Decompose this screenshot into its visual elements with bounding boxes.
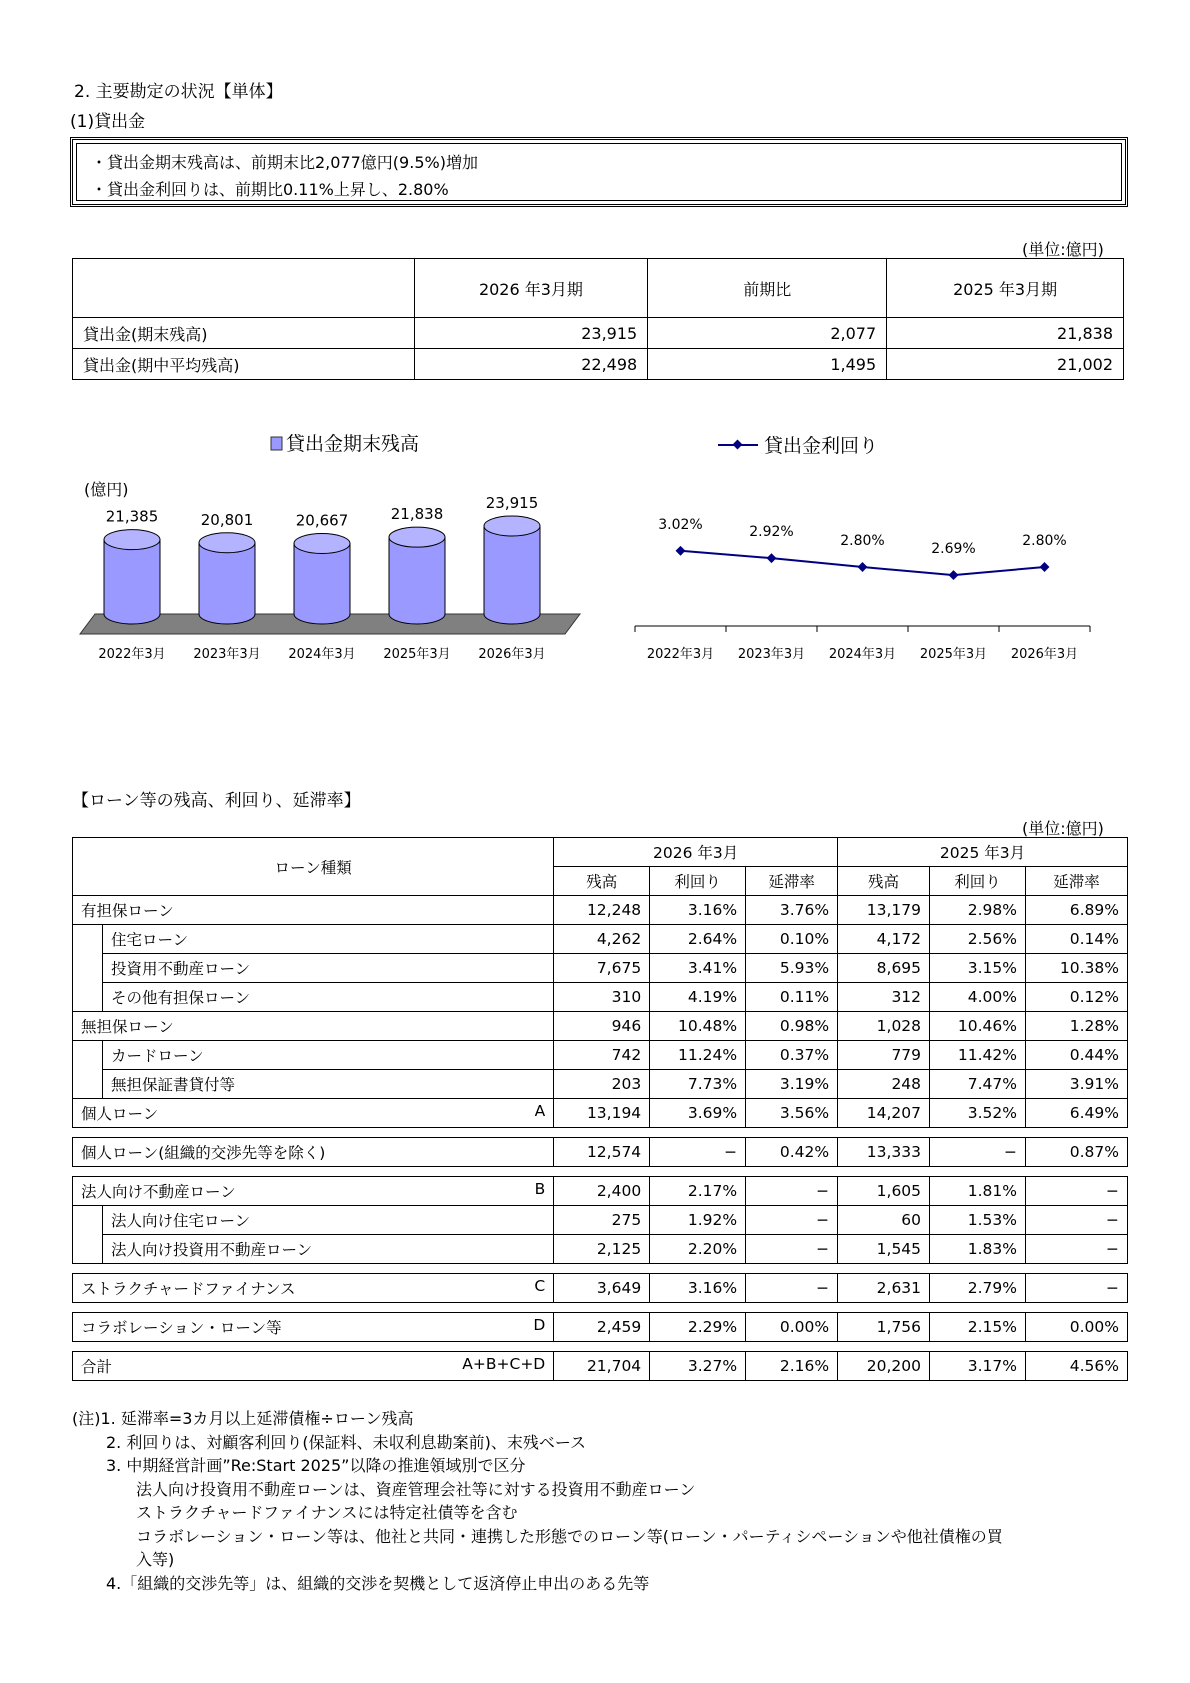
gap-cell bbox=[73, 1264, 1128, 1274]
row-label-text: 無担保ローン bbox=[81, 1018, 174, 1036]
bar bbox=[199, 533, 255, 624]
table-row bbox=[73, 1041, 1128, 1070]
indent-spacer bbox=[73, 1041, 103, 1070]
cell: 0.42% bbox=[746, 1138, 838, 1167]
cell: 3.19% bbox=[746, 1070, 838, 1099]
row-tag: A+B+C+D bbox=[462, 1355, 546, 1373]
bar-top bbox=[104, 530, 160, 550]
cell: 23,915 bbox=[414, 318, 648, 349]
table1-header-2026: 2026 年3月期 bbox=[414, 259, 648, 318]
cell: 0.87% bbox=[1025, 1138, 1127, 1167]
cell: 6.89% bbox=[1025, 896, 1127, 925]
table-row bbox=[73, 925, 1128, 954]
cell: 3.16% bbox=[650, 896, 746, 925]
note-line: 法人向け投資用不動産ローンは、資産管理会社等に対する投資用不動産ローン bbox=[136, 1479, 696, 1499]
cell: 203 bbox=[554, 1070, 650, 1099]
subsection-title: (1)貸出金 bbox=[70, 112, 146, 132]
gap-cell bbox=[73, 1342, 1128, 1352]
row-label-wrap bbox=[81, 899, 545, 921]
row-label-wrap bbox=[81, 1180, 545, 1202]
row-label-text: 合計 bbox=[81, 1358, 113, 1376]
indent-spacer bbox=[73, 954, 103, 983]
cell: 20,200 bbox=[838, 1352, 930, 1381]
cell: 4.19% bbox=[650, 983, 746, 1012]
bar-body bbox=[199, 543, 255, 624]
table1-header-diff: 前期比 bbox=[648, 259, 887, 318]
line-data-label: 2.80% bbox=[1022, 533, 1067, 549]
row-label-wrap bbox=[81, 1355, 545, 1377]
cell: 2.98% bbox=[930, 896, 1026, 925]
indent-spacer bbox=[73, 925, 103, 954]
row-label-text: 法人向け不動産ローン bbox=[81, 1183, 236, 1201]
cell: 1,028 bbox=[838, 1012, 930, 1041]
note-line: 2. 利回りは、対顧客利回り(保証料、未収利息勘案前)、末残ベース bbox=[106, 1432, 587, 1452]
row-label-text: 住宅ローン bbox=[110, 931, 189, 949]
cell: 3.27% bbox=[650, 1352, 746, 1381]
cell: 13,179 bbox=[838, 896, 930, 925]
row-label-text: カードローン bbox=[110, 1047, 204, 1065]
row-gap bbox=[73, 1342, 1128, 1352]
indent-spacer bbox=[73, 1206, 103, 1235]
table-row bbox=[73, 349, 1124, 380]
cell: − bbox=[650, 1138, 746, 1167]
row-label-text: 法人向け住宅ローン bbox=[110, 1212, 251, 1230]
line-point bbox=[858, 562, 868, 572]
cell: 0.44% bbox=[1025, 1041, 1127, 1070]
note-line: コラボレーション・ローン等は、他社と共同・連携した形態でのローン等(ローン・パーティシペーションや他社債権の買 bbox=[136, 1526, 1003, 1546]
cell: 10.48% bbox=[650, 1012, 746, 1041]
row-gap bbox=[73, 1303, 1128, 1313]
row-label bbox=[102, 1041, 553, 1070]
cell: − bbox=[746, 1206, 838, 1235]
bar-data-label: 23,915 bbox=[485, 494, 539, 512]
table-row bbox=[73, 1352, 1128, 1381]
line-point bbox=[949, 570, 959, 580]
sub-header: 利回り bbox=[650, 867, 746, 896]
cell: 12,574 bbox=[554, 1138, 650, 1167]
balance-bar-chart bbox=[70, 420, 630, 720]
table-row bbox=[73, 1138, 1128, 1167]
bar-body bbox=[484, 526, 540, 624]
line-category-label: 2024年3月 bbox=[828, 647, 897, 662]
cell: 3.76% bbox=[746, 896, 838, 925]
cell: − bbox=[746, 1177, 838, 1206]
bar bbox=[389, 527, 445, 624]
cell: 3.17% bbox=[930, 1352, 1026, 1381]
row-label-wrap bbox=[111, 986, 545, 1008]
row-label-text: ストラクチャードファイナンス bbox=[81, 1280, 296, 1298]
row-label bbox=[102, 1235, 553, 1264]
row-label-wrap bbox=[111, 1044, 545, 1066]
cell: 1.81% bbox=[930, 1177, 1026, 1206]
table-row bbox=[73, 1274, 1128, 1303]
row-label-wrap bbox=[111, 928, 545, 950]
cell: 1.83% bbox=[930, 1235, 1026, 1264]
cell: 10.38% bbox=[1025, 954, 1127, 983]
cell: − bbox=[1025, 1274, 1127, 1303]
row-label bbox=[102, 983, 553, 1012]
cell: 60 bbox=[838, 1206, 930, 1235]
bar-top bbox=[294, 533, 350, 553]
section-title: 2. 主要勘定の状況【単体】 bbox=[74, 82, 283, 102]
row-label-text: 法人向け投資用不動産ローン bbox=[110, 1241, 313, 1259]
row-label bbox=[73, 1177, 554, 1206]
cell: − bbox=[1025, 1206, 1127, 1235]
cell: 2.15% bbox=[930, 1313, 1026, 1342]
row-label bbox=[73, 1352, 554, 1381]
bar-body bbox=[294, 543, 350, 624]
cell: 0.00% bbox=[746, 1313, 838, 1342]
line-data-label: 2.69% bbox=[931, 541, 976, 558]
bar-category-label: 2022年3月 bbox=[98, 647, 166, 662]
row-label: 貸出金(期末残高) bbox=[73, 318, 415, 349]
line-data-label: 3.02% bbox=[658, 516, 703, 533]
table1-header-blank bbox=[73, 259, 415, 318]
yield-line-chart bbox=[630, 420, 1130, 720]
cell: 946 bbox=[554, 1012, 650, 1041]
line-legend-marker bbox=[733, 440, 743, 450]
cell: 3.52% bbox=[930, 1099, 1026, 1128]
table-row bbox=[73, 1070, 1128, 1099]
cell: 4,262 bbox=[554, 925, 650, 954]
cell: 21,704 bbox=[554, 1352, 650, 1381]
cell: 3.56% bbox=[746, 1099, 838, 1128]
cell: − bbox=[746, 1274, 838, 1303]
line-data-label: 2.92% bbox=[749, 524, 794, 541]
cell: 2,400 bbox=[554, 1177, 650, 1206]
table1-header-2025: 2025 年3月期 bbox=[887, 259, 1124, 318]
notes bbox=[72, 1407, 1132, 1595]
row-tag: B bbox=[534, 1180, 546, 1198]
cell: 3.69% bbox=[650, 1099, 746, 1128]
cell: 742 bbox=[554, 1041, 650, 1070]
cell: 0.98% bbox=[746, 1012, 838, 1041]
cell: 21,002 bbox=[887, 349, 1124, 380]
cell: − bbox=[746, 1235, 838, 1264]
bar-category-label: 2024年3月 bbox=[288, 647, 356, 662]
loan-section-title: 【ローン等の残高、利回り、延滞率】 bbox=[72, 791, 361, 811]
summary-box bbox=[70, 137, 1128, 207]
row-tag: C bbox=[534, 1277, 546, 1295]
sub-header: 延滞率 bbox=[1025, 867, 1127, 896]
cell: 7.73% bbox=[650, 1070, 746, 1099]
indent-spacer bbox=[73, 1235, 103, 1264]
period-header-2026: 2026 年3月 bbox=[554, 838, 838, 867]
cell: 21,838 bbox=[887, 318, 1124, 349]
note-line: 4.「組織的交渉先等」は、組織的交渉を契機として返済停止申出のある先等 bbox=[106, 1573, 650, 1593]
cell: 0.11% bbox=[746, 983, 838, 1012]
cell: 1.28% bbox=[1025, 1012, 1127, 1041]
cell: 22,498 bbox=[414, 349, 648, 380]
cell: 13,333 bbox=[838, 1138, 930, 1167]
row-gap bbox=[73, 1264, 1128, 1274]
cell: 275 bbox=[554, 1206, 650, 1235]
cell: 3.41% bbox=[650, 954, 746, 983]
line-point bbox=[676, 546, 686, 556]
bar bbox=[294, 533, 350, 624]
cell: 1,495 bbox=[648, 349, 887, 380]
bar bbox=[484, 516, 540, 624]
bar-category-label: 2025年3月 bbox=[383, 647, 451, 662]
bar-data-label: 20,667 bbox=[295, 511, 349, 530]
row-label bbox=[73, 1313, 554, 1342]
bar-legend-swatch bbox=[271, 437, 282, 450]
note-line: 入等) bbox=[136, 1550, 175, 1569]
unit-label: (単位:億円) bbox=[1022, 240, 1104, 259]
bar-data-label: 21,385 bbox=[105, 507, 159, 526]
cell: 12,248 bbox=[554, 896, 650, 925]
sub-header: 残高 bbox=[838, 867, 930, 896]
gap-cell bbox=[73, 1128, 1128, 1138]
cell: 310 bbox=[554, 983, 650, 1012]
bar-category-label: 2023年3月 bbox=[193, 647, 261, 662]
cell: 14,207 bbox=[838, 1099, 930, 1128]
cell: − bbox=[930, 1138, 1026, 1167]
note-line: ストラクチャードファイナンスには特定社債等を含む bbox=[136, 1503, 518, 1522]
bar bbox=[104, 530, 160, 624]
bar-y-unit: (億円) bbox=[84, 480, 129, 499]
row-label bbox=[102, 1070, 553, 1099]
loan-summary-table bbox=[72, 258, 1124, 380]
cell: 3.15% bbox=[930, 954, 1026, 983]
cell: 11.24% bbox=[650, 1041, 746, 1070]
summary-line-1: ・貸出金期末残高は、前期末比2,077億円(9.5%)増加 bbox=[91, 153, 478, 172]
indent-spacer bbox=[73, 1070, 103, 1099]
table-row bbox=[73, 1099, 1128, 1128]
bar-top bbox=[389, 527, 445, 547]
table-row bbox=[73, 1012, 1128, 1041]
table-row bbox=[73, 1235, 1128, 1264]
row-gap bbox=[73, 1167, 1128, 1177]
sub-header: 延滞率 bbox=[746, 867, 838, 896]
cell: 2,459 bbox=[554, 1313, 650, 1342]
row-label bbox=[102, 925, 553, 954]
cell: 2,631 bbox=[838, 1274, 930, 1303]
row-label bbox=[102, 1206, 553, 1235]
row-gap bbox=[73, 1128, 1128, 1138]
bar-top bbox=[199, 533, 255, 553]
loan-type-header: ローン種類 bbox=[73, 838, 554, 896]
cell: 1.92% bbox=[650, 1206, 746, 1235]
cell: 0.00% bbox=[1025, 1313, 1127, 1342]
bar-data-label: 21,838 bbox=[390, 505, 444, 524]
row-label-wrap bbox=[81, 1277, 545, 1299]
table-row bbox=[73, 1206, 1128, 1235]
table-row bbox=[73, 983, 1128, 1012]
line-category-label: 2023年3月 bbox=[737, 647, 806, 662]
cell: − bbox=[1025, 1177, 1127, 1206]
row-label-text: 個人ローン bbox=[81, 1105, 159, 1123]
bar-legend-label: 貸出金期末残高 bbox=[286, 433, 420, 455]
line-legend-label: 貸出金利回り bbox=[764, 435, 879, 457]
cell: 312 bbox=[838, 983, 930, 1012]
table-row bbox=[73, 318, 1124, 349]
row-label-wrap bbox=[81, 1015, 545, 1037]
cell: 8,695 bbox=[838, 954, 930, 983]
cell: 7,675 bbox=[554, 954, 650, 983]
cell: 2.64% bbox=[650, 925, 746, 954]
row-label-text: コラボレーション・ローン等 bbox=[81, 1319, 282, 1337]
cell: 2.29% bbox=[650, 1313, 746, 1342]
cell: 7.47% bbox=[930, 1070, 1026, 1099]
table-row bbox=[73, 1177, 1128, 1206]
cell: 5.93% bbox=[746, 954, 838, 983]
cell: 2.20% bbox=[650, 1235, 746, 1264]
table-row bbox=[73, 954, 1128, 983]
cell: 1.53% bbox=[930, 1206, 1026, 1235]
cell: 1,545 bbox=[838, 1235, 930, 1264]
loan-unit-label: (単位:億円) bbox=[1022, 819, 1104, 838]
row-label-wrap bbox=[111, 1238, 545, 1260]
indent-spacer bbox=[73, 983, 103, 1012]
row-tag: A bbox=[534, 1102, 546, 1120]
note-line: 3. 中期経営計画”Re:Start 2025”以降の推進領域別で区分 bbox=[106, 1456, 526, 1475]
row-label-text: 投資用不動産ローン bbox=[110, 960, 251, 978]
sub-header: 残高 bbox=[554, 867, 650, 896]
bar-top bbox=[484, 516, 540, 536]
cell: 6.49% bbox=[1025, 1099, 1127, 1128]
row-label: 貸出金(期中平均残高) bbox=[73, 349, 415, 380]
row-label bbox=[73, 1012, 554, 1041]
cell: 2,077 bbox=[648, 318, 887, 349]
cell: 0.14% bbox=[1025, 925, 1127, 954]
cell: 2.17% bbox=[650, 1177, 746, 1206]
cell: 0.10% bbox=[746, 925, 838, 954]
cell: 3.16% bbox=[650, 1274, 746, 1303]
table-row bbox=[73, 896, 1128, 925]
row-tag: D bbox=[533, 1316, 546, 1334]
row-label-wrap bbox=[81, 1141, 545, 1163]
table-row bbox=[73, 1313, 1128, 1342]
row-label bbox=[102, 954, 553, 983]
line-data-label: 2.80% bbox=[840, 533, 885, 549]
bar-data-label: 20,801 bbox=[200, 510, 254, 529]
line-category-label: 2022年3月 bbox=[646, 647, 715, 662]
row-label-text: 無担保証書貸付等 bbox=[110, 1076, 235, 1094]
cell: 779 bbox=[838, 1041, 930, 1070]
cell: 13,194 bbox=[554, 1099, 650, 1128]
cell: 3,649 bbox=[554, 1274, 650, 1303]
row-label-text: その他有担保ローン bbox=[110, 989, 251, 1007]
cell: 248 bbox=[838, 1070, 930, 1099]
cell: 1,756 bbox=[838, 1313, 930, 1342]
line-point bbox=[767, 553, 777, 563]
cell: 2.79% bbox=[930, 1274, 1026, 1303]
cell: 2.16% bbox=[746, 1352, 838, 1381]
row-label-wrap bbox=[111, 1073, 545, 1095]
cell: 3.91% bbox=[1025, 1070, 1127, 1099]
row-label-text: 有担保ローン bbox=[81, 902, 174, 920]
cell: − bbox=[1025, 1235, 1127, 1264]
bar-category-label: 2026年3月 bbox=[478, 647, 546, 662]
cell: 2,125 bbox=[554, 1235, 650, 1264]
loan-detail-table bbox=[72, 837, 1128, 1381]
bar-body bbox=[389, 537, 445, 624]
row-label-text: 個人ローン(組織的交渉先等を除く) bbox=[81, 1144, 326, 1162]
cell: 4,172 bbox=[838, 925, 930, 954]
row-label-wrap bbox=[81, 1102, 545, 1124]
row-label bbox=[73, 896, 554, 925]
cell: 11.42% bbox=[930, 1041, 1026, 1070]
cell: 10.46% bbox=[930, 1012, 1026, 1041]
cell: 0.37% bbox=[746, 1041, 838, 1070]
sub-header: 利回り bbox=[930, 867, 1026, 896]
row-label bbox=[73, 1274, 554, 1303]
summary-line-2: ・貸出金利回りは、前期比0.11%上昇し、2.80% bbox=[91, 180, 449, 199]
row-label bbox=[73, 1138, 554, 1167]
row-label bbox=[73, 1099, 554, 1128]
period-header-2025: 2025 年3月 bbox=[838, 838, 1128, 867]
gap-cell bbox=[73, 1303, 1128, 1313]
row-label-wrap bbox=[81, 1316, 545, 1338]
line-category-label: 2025年3月 bbox=[919, 647, 988, 662]
cell: 0.12% bbox=[1025, 983, 1127, 1012]
line-category-label: 2026年3月 bbox=[1010, 647, 1079, 662]
cell: 4.56% bbox=[1025, 1352, 1127, 1381]
cell: 4.00% bbox=[930, 983, 1026, 1012]
cell: 1,605 bbox=[838, 1177, 930, 1206]
cell: 2.56% bbox=[930, 925, 1026, 954]
gap-cell bbox=[73, 1167, 1128, 1177]
note-line: (注)1. 延滞率=3カ月以上延滞債権÷ローン残高 bbox=[72, 1409, 414, 1428]
row-label-wrap bbox=[111, 957, 545, 979]
line-point bbox=[1040, 562, 1050, 572]
bar-body bbox=[104, 540, 160, 624]
row-label-wrap bbox=[111, 1209, 545, 1231]
